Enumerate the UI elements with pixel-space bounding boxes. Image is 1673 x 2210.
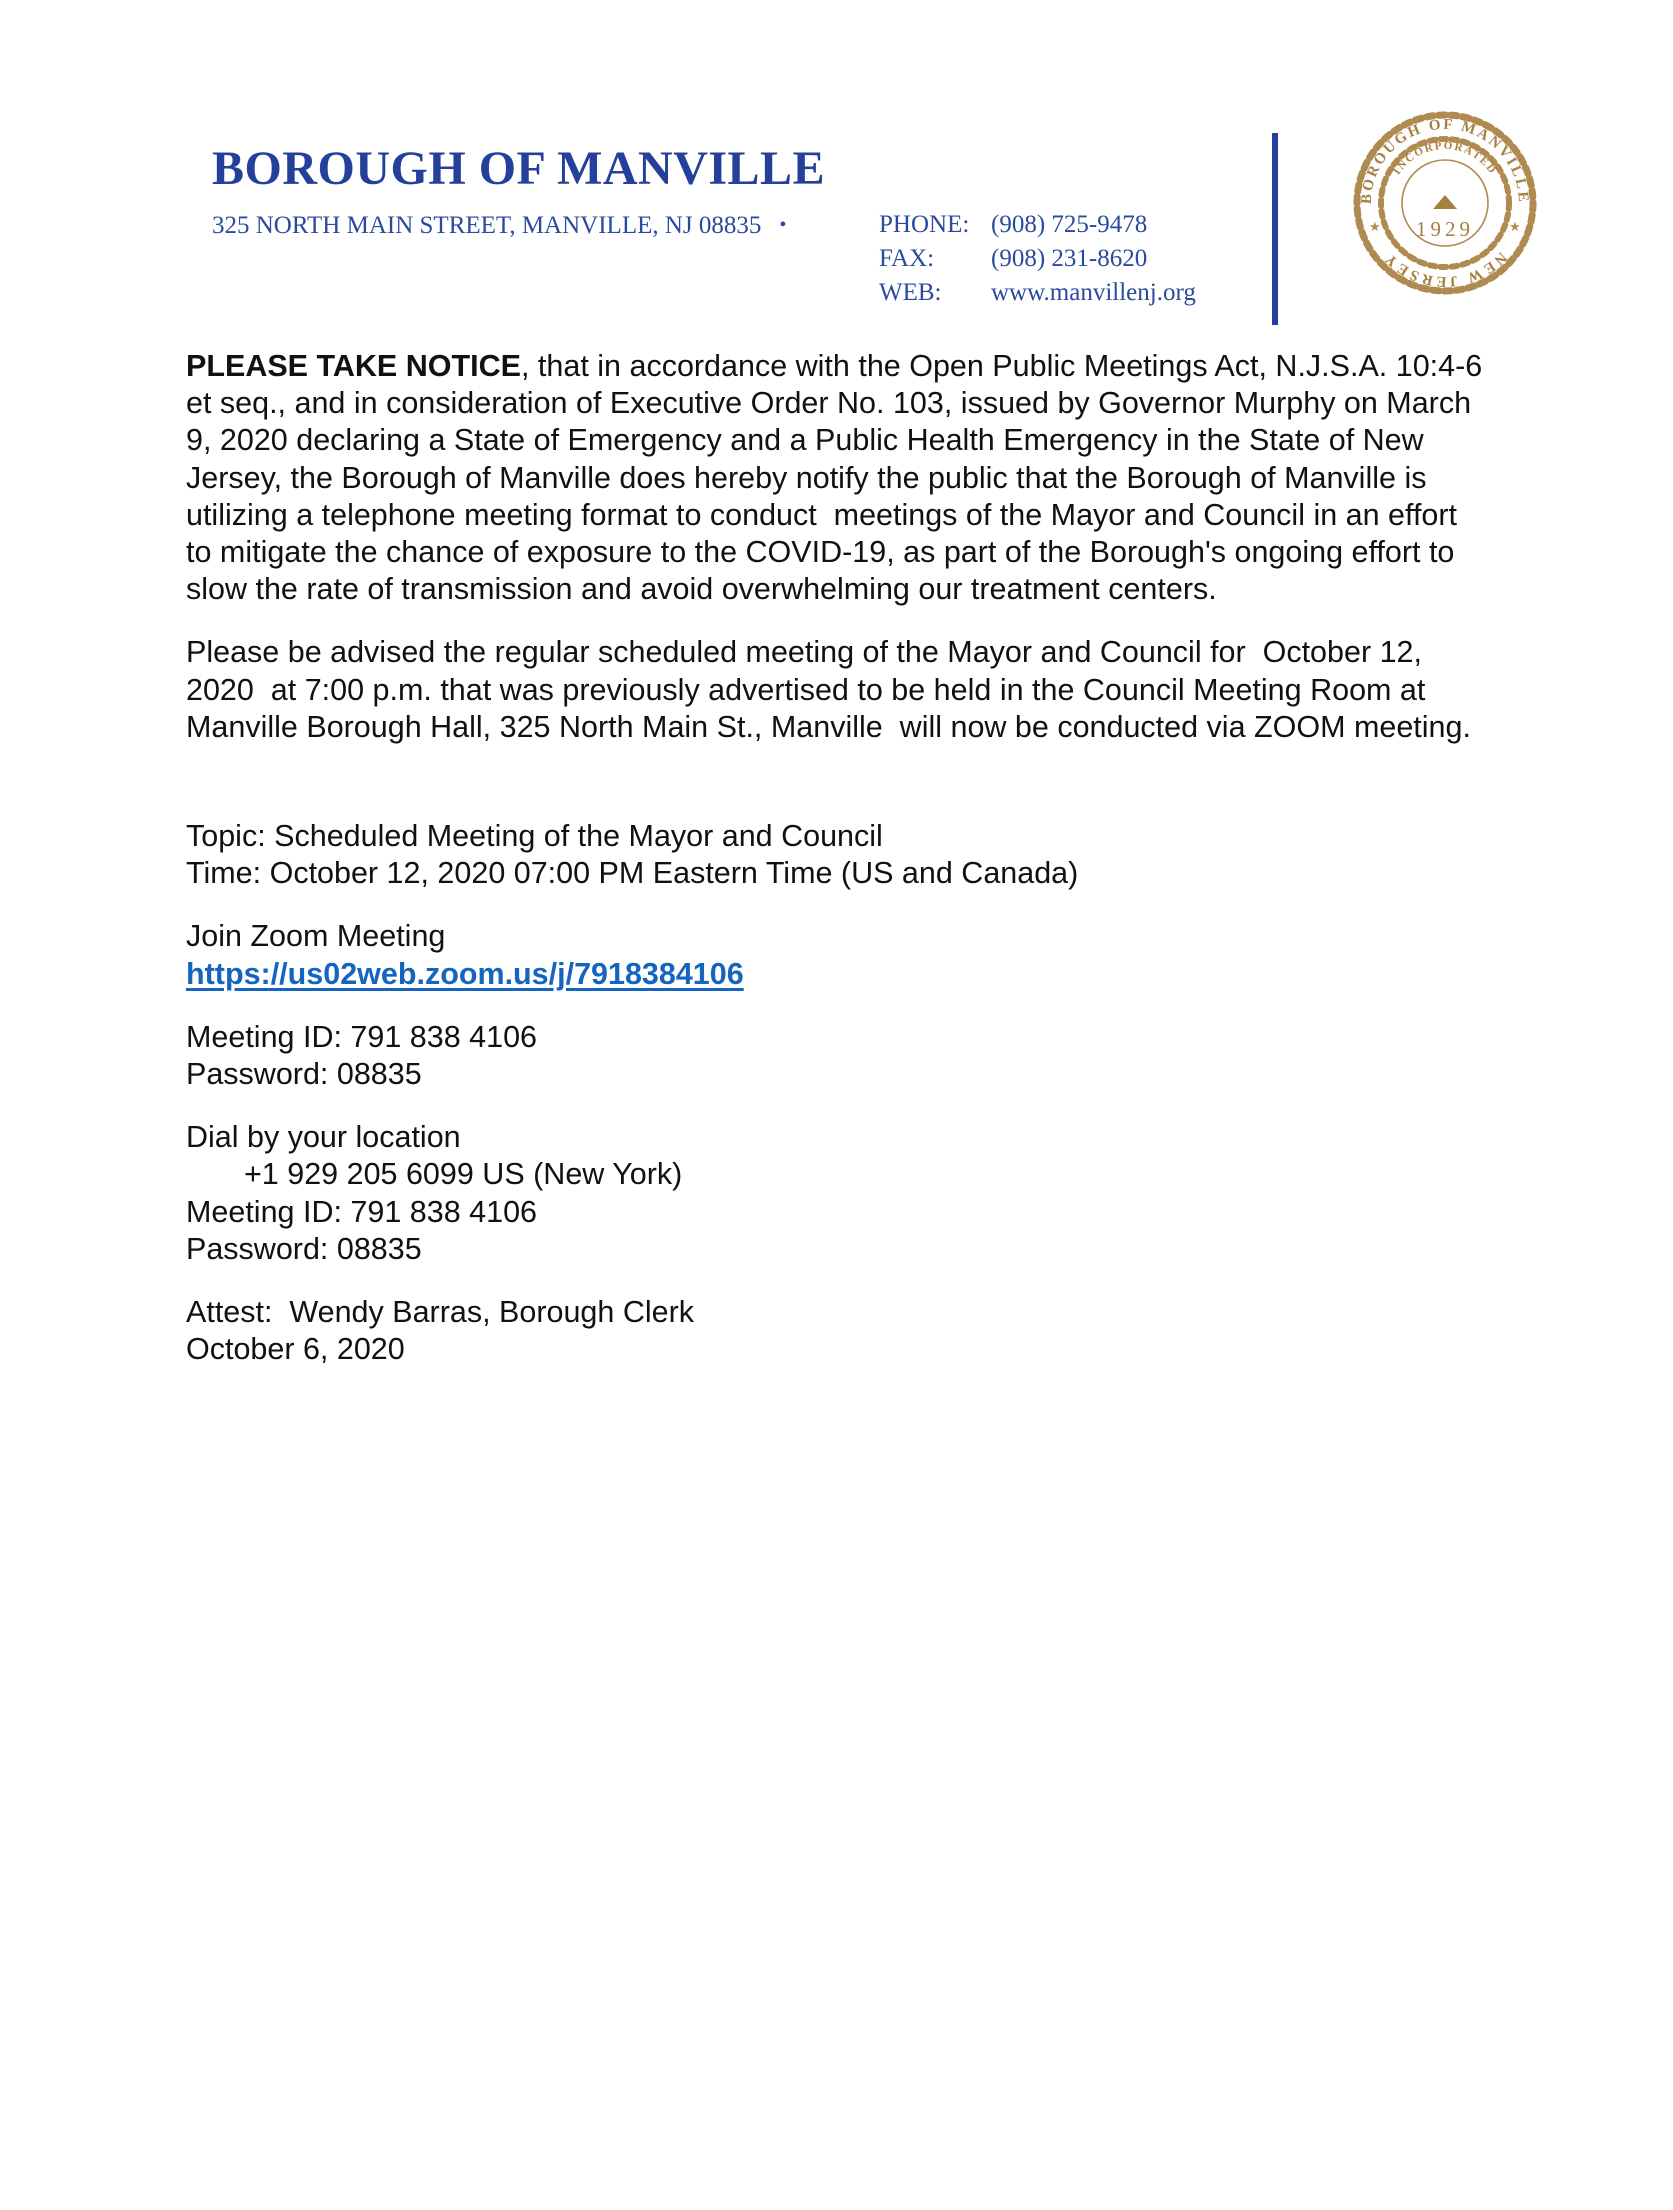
seal-lower-text: NEW JERSEY xyxy=(1380,248,1510,290)
contact-block xyxy=(879,208,1196,310)
seal-triangle-icon xyxy=(1433,195,1457,209)
dial-by-location-heading: Dial by your location xyxy=(186,1120,461,1155)
fax-value: (908) 231-8620 xyxy=(991,245,1148,272)
lead-label: PLEASE TAKE NOTICE xyxy=(186,349,521,383)
web-label: WEB: xyxy=(879,279,942,306)
section-gap-attest xyxy=(186,1268,1486,1294)
bullet-separator-icon: • xyxy=(779,214,787,236)
fax-row xyxy=(879,242,1196,276)
section-gap-ids xyxy=(186,993,1486,1019)
phone-value: (908) 725-9478 xyxy=(991,211,1148,238)
attestation-date: October 6, 2020 xyxy=(186,1332,405,1367)
dial-in-meeting-id-line: Meeting ID: 791 838 4106 xyxy=(186,1194,538,1229)
paragraph-gap-1 xyxy=(186,608,1486,634)
seal-inner-text: INCORPORATED xyxy=(1391,139,1499,177)
seal-year: 1929 xyxy=(1416,217,1474,241)
phone-row xyxy=(879,208,1196,242)
join-zoom-heading: Join Zoom Meeting xyxy=(186,919,446,954)
meeting-password-line: Password: 08835 xyxy=(186,1057,422,1092)
seal-star-left-icon: ★ xyxy=(1369,219,1381,234)
paragraph-please-take-notice xyxy=(186,348,1491,608)
letterhead-vertical-divider xyxy=(1272,133,1278,325)
paragraph-meeting-change: Please be advised the regular scheduled meeting of the Mayor and Council for October 12, 2020 at 7:00 p.m. that was previously advertised to be held in the Council Meeting Room at Manville Borough Hall, 325 North Main St., Manville will now be conducted via ZOOM meeting. xyxy=(186,635,1471,744)
dial-in-number-row xyxy=(186,1156,1486,1193)
paragraph-gap-2 xyxy=(186,746,1486,818)
paragraph-one-text: , that in accordance with the Open Public Meetings Act, N.J.S.A. 10:4-6 et seq., and in consideration of Executive Order No. 103, issued by Governor Murphy on March 9, 2020 declaring a State of Emergency and a Public Health Emergency in the State of New Jersey, the Borough of Manville does hereby notify the public that the Borough of Manville is utilizing a telephone meeting format to conduct meetings of the Mayor and Council in an effort to mitigate the chance of exposure to the COVID-19, as part of the Borough's ongoing effort to slow the rate of transmission and avoid overwhelming our treatment centers. xyxy=(186,349,1491,607)
web-value: www.manvillenj.org xyxy=(991,279,1196,306)
meeting-time-line: Time: October 12, 2020 07:00 PM Eastern Time (US and Canada) xyxy=(186,856,1079,891)
borough-seal-icon xyxy=(1345,103,1545,303)
dial-in-number: +1 929 205 6099 US (New York) xyxy=(244,1157,683,1192)
letterhead xyxy=(0,0,1673,330)
seal-star-right-icon: ★ xyxy=(1509,219,1521,234)
phone-label: PHONE: xyxy=(879,211,970,238)
zoom-meeting-link[interactable]: https://us02web.zoom.us/j/7918384106 xyxy=(186,956,744,991)
meeting-topic-line: Topic: Scheduled Meeting of the Mayor and Council xyxy=(186,819,883,854)
organization-title: BOROUGH OF MANVILLE xyxy=(212,142,826,195)
notice-body xyxy=(186,348,1491,1368)
fax-label: FAX: xyxy=(879,245,935,272)
meeting-id-line: Meeting ID: 791 838 4106 xyxy=(186,1019,538,1054)
web-row xyxy=(879,276,1196,310)
section-gap-join xyxy=(186,892,1486,918)
join-zoom-link-row xyxy=(186,956,1486,993)
section-gap-dial xyxy=(186,1093,1486,1119)
address-line xyxy=(212,212,802,240)
attestation-line: Attest: Wendy Barras, Borough Clerk xyxy=(186,1295,694,1330)
svg-text:INCORPORATED xyxy=(1391,140,1499,177)
seal-outer-text: BOROUGH OF MANVILLE xyxy=(1358,116,1532,205)
dial-in-password-line: Password: 08835 xyxy=(186,1231,422,1266)
street-address-text: 325 NORTH MAIN STREET, MANVILLE, NJ 08835 xyxy=(212,212,762,239)
